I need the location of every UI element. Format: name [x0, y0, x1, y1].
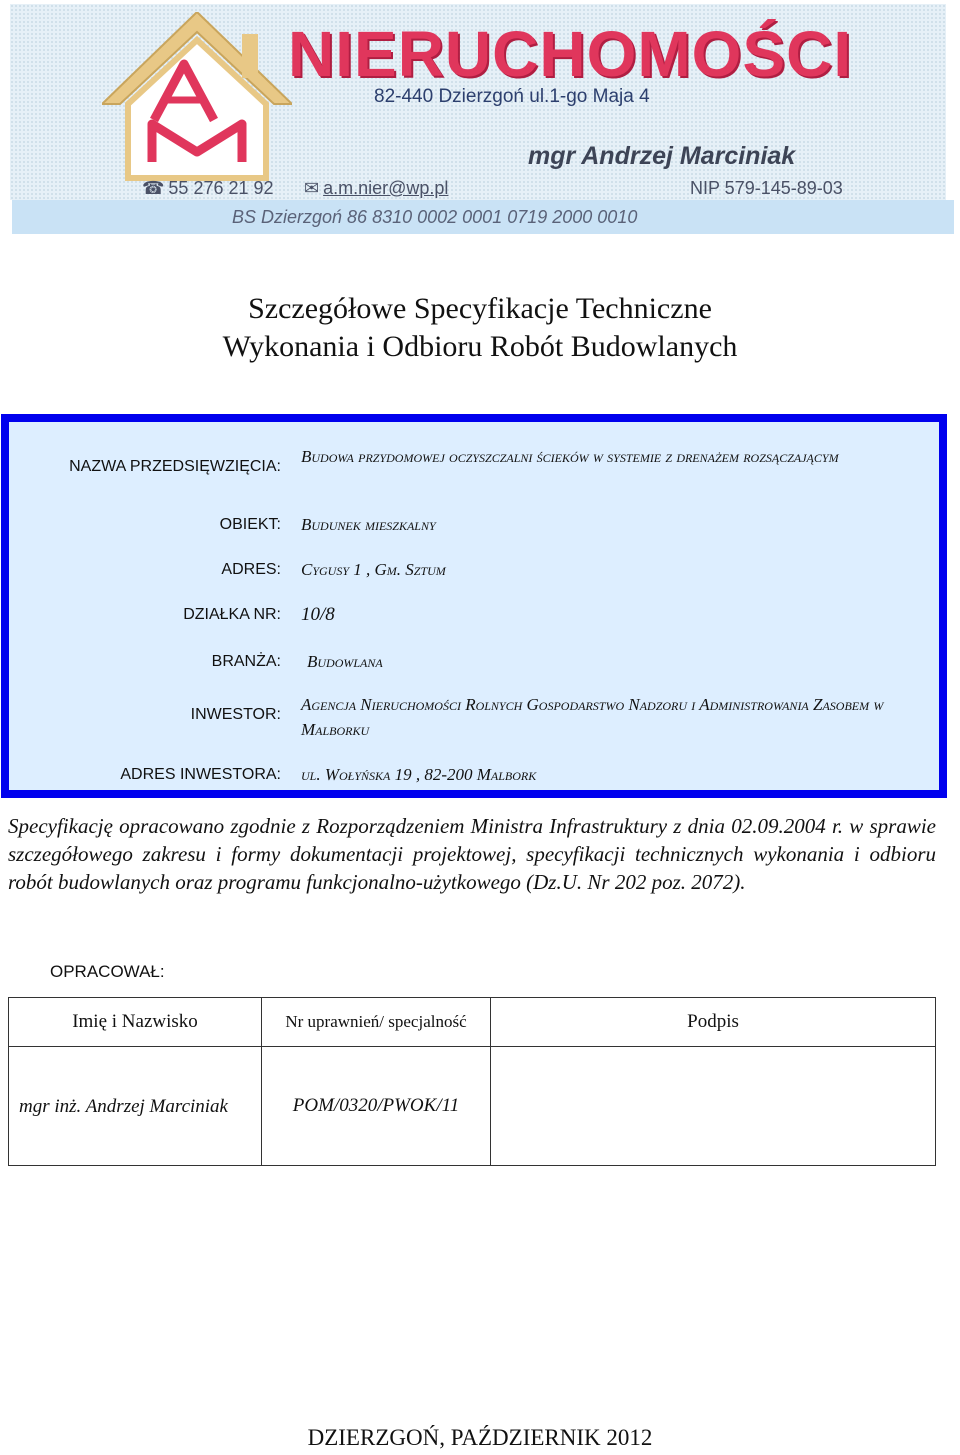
- project-name-label: NAZWA PRZEDSIĘWZIĘCIA:: [69, 458, 281, 475]
- letterhead: [10, 4, 954, 234]
- signature-table: [8, 997, 936, 1166]
- title-line-2: Wykonania i Odbioru Robót Budowlanych: [222, 330, 738, 363]
- project-info-box: [1, 414, 947, 798]
- phone-contact: [142, 178, 274, 199]
- email-link[interactable]: a.m.nier@wp.pl: [323, 178, 449, 198]
- project-name-value: Budowa przydomowej oczyszczalni ścieków w systemie z drenażem rozsączającym: [301, 447, 839, 466]
- document-title: [0, 290, 960, 366]
- address-label: ADRES:: [221, 561, 281, 578]
- company-address: 82-440 Dzierzgoń ul.1-go Maja 4: [374, 86, 650, 107]
- plot-value: 10/8: [301, 604, 335, 625]
- header-signature: Podpis: [491, 998, 936, 1047]
- investor-address-label: ADRES INWESTORA:: [120, 766, 281, 783]
- house-logo-icon: [102, 12, 292, 182]
- cell-signature: [491, 1047, 936, 1166]
- investor-address-value: ul. Wołyńska 19 , 82-200 Malbork: [301, 765, 537, 784]
- branch-value: Budowlana: [307, 652, 383, 671]
- object-value: Budunek mieszkalny: [301, 515, 436, 534]
- investor-label: INWESTOR:: [190, 706, 281, 723]
- investor-value: Agencja Nieruchomości Rolnych Gospodarstwo Nadzoru i Administrowania Zasobem w Malborku: [301, 695, 884, 739]
- branch-label: BRANŻA:: [211, 653, 281, 670]
- place-date-footer: DZIERZGOŃ, PAŹDZIERNIK 2012: [307, 1425, 653, 1450]
- regulation-paragraph: Specyfikację opracowano zgodnie z Rozporządzeniem Ministra Infrastruktury z dnia 02.09.2004 r. w sprawie szczegółowego zakresu i formy dokumentacji projektowej, specyfikacji technicznych wykonania i odbioru robót budowlanych oraz programu funkcjonalno-użytkowego (Dz.U. Nr 202 poz. 2072).: [8, 814, 936, 894]
- table-header-row: [9, 998, 936, 1047]
- owner-name: mgr Andrzej Marciniak: [528, 142, 796, 170]
- brand-name: NIERUCHOMOŚCI: [288, 18, 853, 90]
- plot-label: DZIAŁKA NR:: [183, 606, 281, 623]
- address-value: Cygusy 1 , Gm. Sztum: [301, 560, 446, 579]
- cell-author-name: mgr inż. Andrzej Marciniak: [9, 1047, 262, 1166]
- nip-number: NIP 579-145-89-03: [690, 178, 843, 198]
- phone-icon: ☎: [142, 178, 165, 198]
- cell-licence-number: POM/0320/PWOK/11: [262, 1047, 491, 1166]
- phone-number: 55 276 21 92: [168, 178, 274, 198]
- envelope-icon: ✉: [304, 178, 320, 198]
- table-row: [9, 1047, 936, 1166]
- title-line-1: Szczegółowe Specyfikacje Techniczne: [248, 292, 712, 325]
- object-label: OBIEKT:: [219, 516, 281, 533]
- prepared-by-label: OPRACOWAŁ:: [50, 962, 165, 981]
- header-name: Imię i Nazwisko: [9, 998, 262, 1047]
- bank-account: BS Dzierzgoń 86 8310 0002 0001 0719 2000 0010: [232, 207, 638, 227]
- email-contact: [304, 178, 448, 199]
- header-licence: Nr uprawnień/ specjalność: [262, 998, 491, 1047]
